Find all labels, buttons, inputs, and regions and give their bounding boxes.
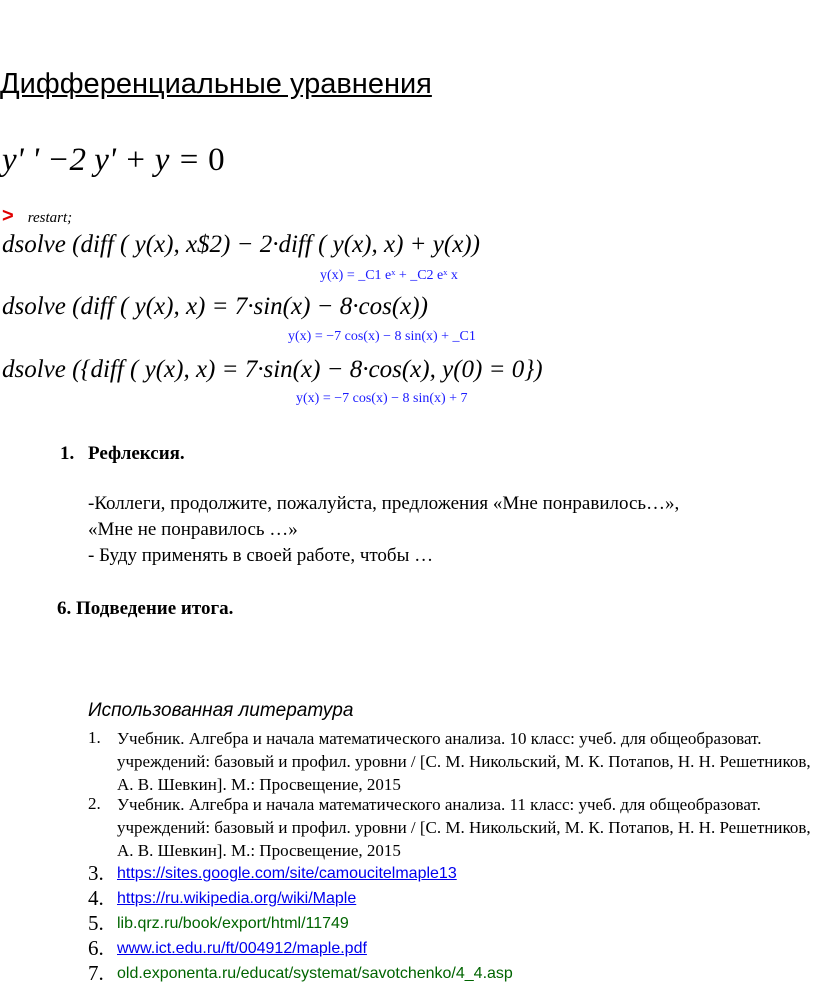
reflection-line-3: - Буду применять в своей работе, чтобы … — [88, 545, 434, 566]
main-equation-rhs: 0 — [208, 142, 225, 178]
summary-heading: 6. Подведение итога. — [57, 598, 234, 619]
link-6-number: 6. — [88, 936, 104, 960]
link-3-number: 3. — [88, 861, 104, 885]
link-google-sites[interactable]: https://sites.google.com/site/camoucitelmaple13 — [117, 865, 457, 882]
prompt-symbol: > — [2, 205, 14, 227]
reflection-heading: Рефлексия. — [88, 443, 185, 464]
reflection-number: 1. — [60, 443, 75, 464]
literature-heading: Использованная литература — [88, 700, 354, 721]
main-equation — [2, 142, 225, 179]
book-2-text: Учебник. Алгебра и начала математического анализа. 11 класс: учеб. для общеобразоват. учреждений: базовый и профил. уровни / [С. М. Никольский, М. К. Потапов, Н. Н. Решетников, А. В. Шевкин]. М.: Просвещение, 2015 — [117, 795, 811, 860]
link-7-number: 7. — [88, 961, 104, 985]
command-1-input[interactable]: dsolve (diff ( y(x), x$2) − 2·diff ( y(x), x) + y(x)) — [2, 231, 480, 258]
maple-prompt — [2, 205, 72, 228]
page-title: Дифференциальные уравнения — [0, 68, 432, 100]
reflection-line-1: -Коллеги, продолжите, пожалуйста, предложения «Мне понравилось…», — [88, 493, 680, 514]
main-equation-lhs: y' ' −2 y' + y = — [2, 142, 209, 178]
reflection-line-2: «Мне не понравилось …» — [88, 519, 298, 540]
link-4-number: 4. — [88, 886, 104, 910]
link-wikipedia-maple[interactable]: https://ru.wikipedia.org/wiki/Maple — [117, 890, 357, 907]
book-1-number: 1. — [88, 728, 101, 747]
link-exponenta[interactable]: old.exponenta.ru/educat/systemat/savotchenko/4_4.asp — [117, 965, 513, 982]
link-ict-edu[interactable]: www.ict.edu.ru/ft/004912/maple.pdf — [117, 940, 367, 957]
command-2-input[interactable]: dsolve (diff ( y(x), x) = 7·sin(x) − 8·cos(x)) — [2, 293, 428, 320]
link-5-number: 5. — [88, 911, 104, 935]
link-lib-qrz[interactable]: lib.qrz.ru/book/export/html/11749 — [117, 915, 349, 932]
book-1-text: Учебник. Алгебра и начала математического анализа. 10 класс: учеб. для общеобразоват. учреждений: базовый и профил. уровни / [С. М. Никольский, М. К. Потапов, Н. Н. Решетников, А. В. Шевкин]. М.: Просвещение, 2015 — [117, 729, 811, 794]
command-3-input[interactable]: dsolve ({diff ( y(x), x) = 7·sin(x) − 8·cos(x), y(0) = 0}) — [2, 356, 543, 383]
command-3-result: y(x) = −7 cos(x) − 8 sin(x) + 7 — [296, 391, 468, 406]
book-2-number: 2. — [88, 794, 101, 813]
restart-command[interactable]: restart; — [27, 210, 73, 226]
command-1-result: y(x) = _C1 eˣ + _C2 eˣ x — [320, 268, 458, 283]
command-2-result: y(x) = −7 cos(x) − 8 sin(x) + _C1 — [288, 329, 476, 344]
